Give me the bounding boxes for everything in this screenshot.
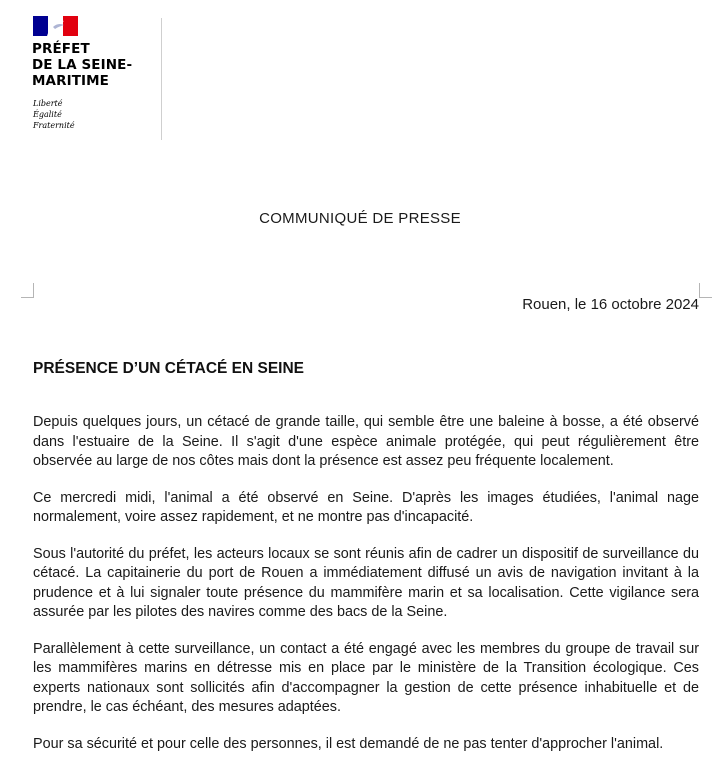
paragraph-2: Ce mercredi midi, l'animal a été observé en Seine. D'après les images étudiées, l'animal nage normalement, voire assez rapidement, et ne montre pas d'incapacité. xyxy=(33,489,699,525)
motto-fraternite: Fraternité xyxy=(33,121,75,130)
dateline: Rouen, le 16 octobre 2024 xyxy=(522,296,699,313)
republic-motto xyxy=(33,98,75,131)
motto-egalite: Égalité xyxy=(33,110,62,119)
margin-corner-mark-left xyxy=(21,283,34,298)
margin-corner-mark-right xyxy=(699,283,712,298)
paragraph-1: Depuis quelques jours, un cétacé de grande taille, qui semble être une baleine à bosse, a été observé dans l'estuaire de la Seine. Il s'agit d'une espèce animale protégée, qui peut régulièrement être observée au large de nos côtes mais dont la présence est assez peu fréquente localement. xyxy=(33,414,699,469)
flag-red-band xyxy=(63,16,78,36)
prefecture-name xyxy=(32,41,132,89)
prefecture-line-1: PRÉFET xyxy=(32,41,90,57)
flag-blue-band xyxy=(33,16,48,36)
paragraph-5: Pour sa sécurité et pour celle des personnes, il est demandé de ne pas tenter d'approcher l'animal. xyxy=(33,735,664,752)
prefecture-line-2: DE LA SEINE- xyxy=(32,57,133,73)
paragraph-4: Parallèlement à cette surveillance, un contact a été engagé avec les membres du groupe de travail sur les mammifères marins en détresse mis en place par le ministère de la Transition écologique. Ces experts nationaux sont sollicités afin d'accompagner la gestion de cette présence inhabituelle et de prendre, le cas échéant, des mesures adaptées. xyxy=(33,640,699,715)
document-type: COMMUNIQUÉ DE PRESSE xyxy=(259,210,461,227)
prefecture-line-3: MARITIME xyxy=(32,73,109,89)
motto-liberte: Liberté xyxy=(33,99,63,108)
header-divider xyxy=(161,18,162,140)
body-text xyxy=(33,413,699,771)
prefecture-logo-block xyxy=(32,14,162,140)
press-release-title: PRÉSENCE D’UN CÉTACÉ EN SEINE xyxy=(33,360,305,377)
marianne-flag-logo xyxy=(33,16,78,36)
paragraph-3: Sous l'autorité du préfet, les acteurs locaux se sont réunis afin de cadrer un dispositif de surveillance du cétacé. La capitainerie du port de Rouen a immédiatement diffusé un avis de navigation invitant à la prudence et à lui signaler toute présence du mammifère marin et sa localisation. Cette vigilance sera assurée par les pilotes des navires comme des bacs de la Seine. xyxy=(33,545,699,620)
